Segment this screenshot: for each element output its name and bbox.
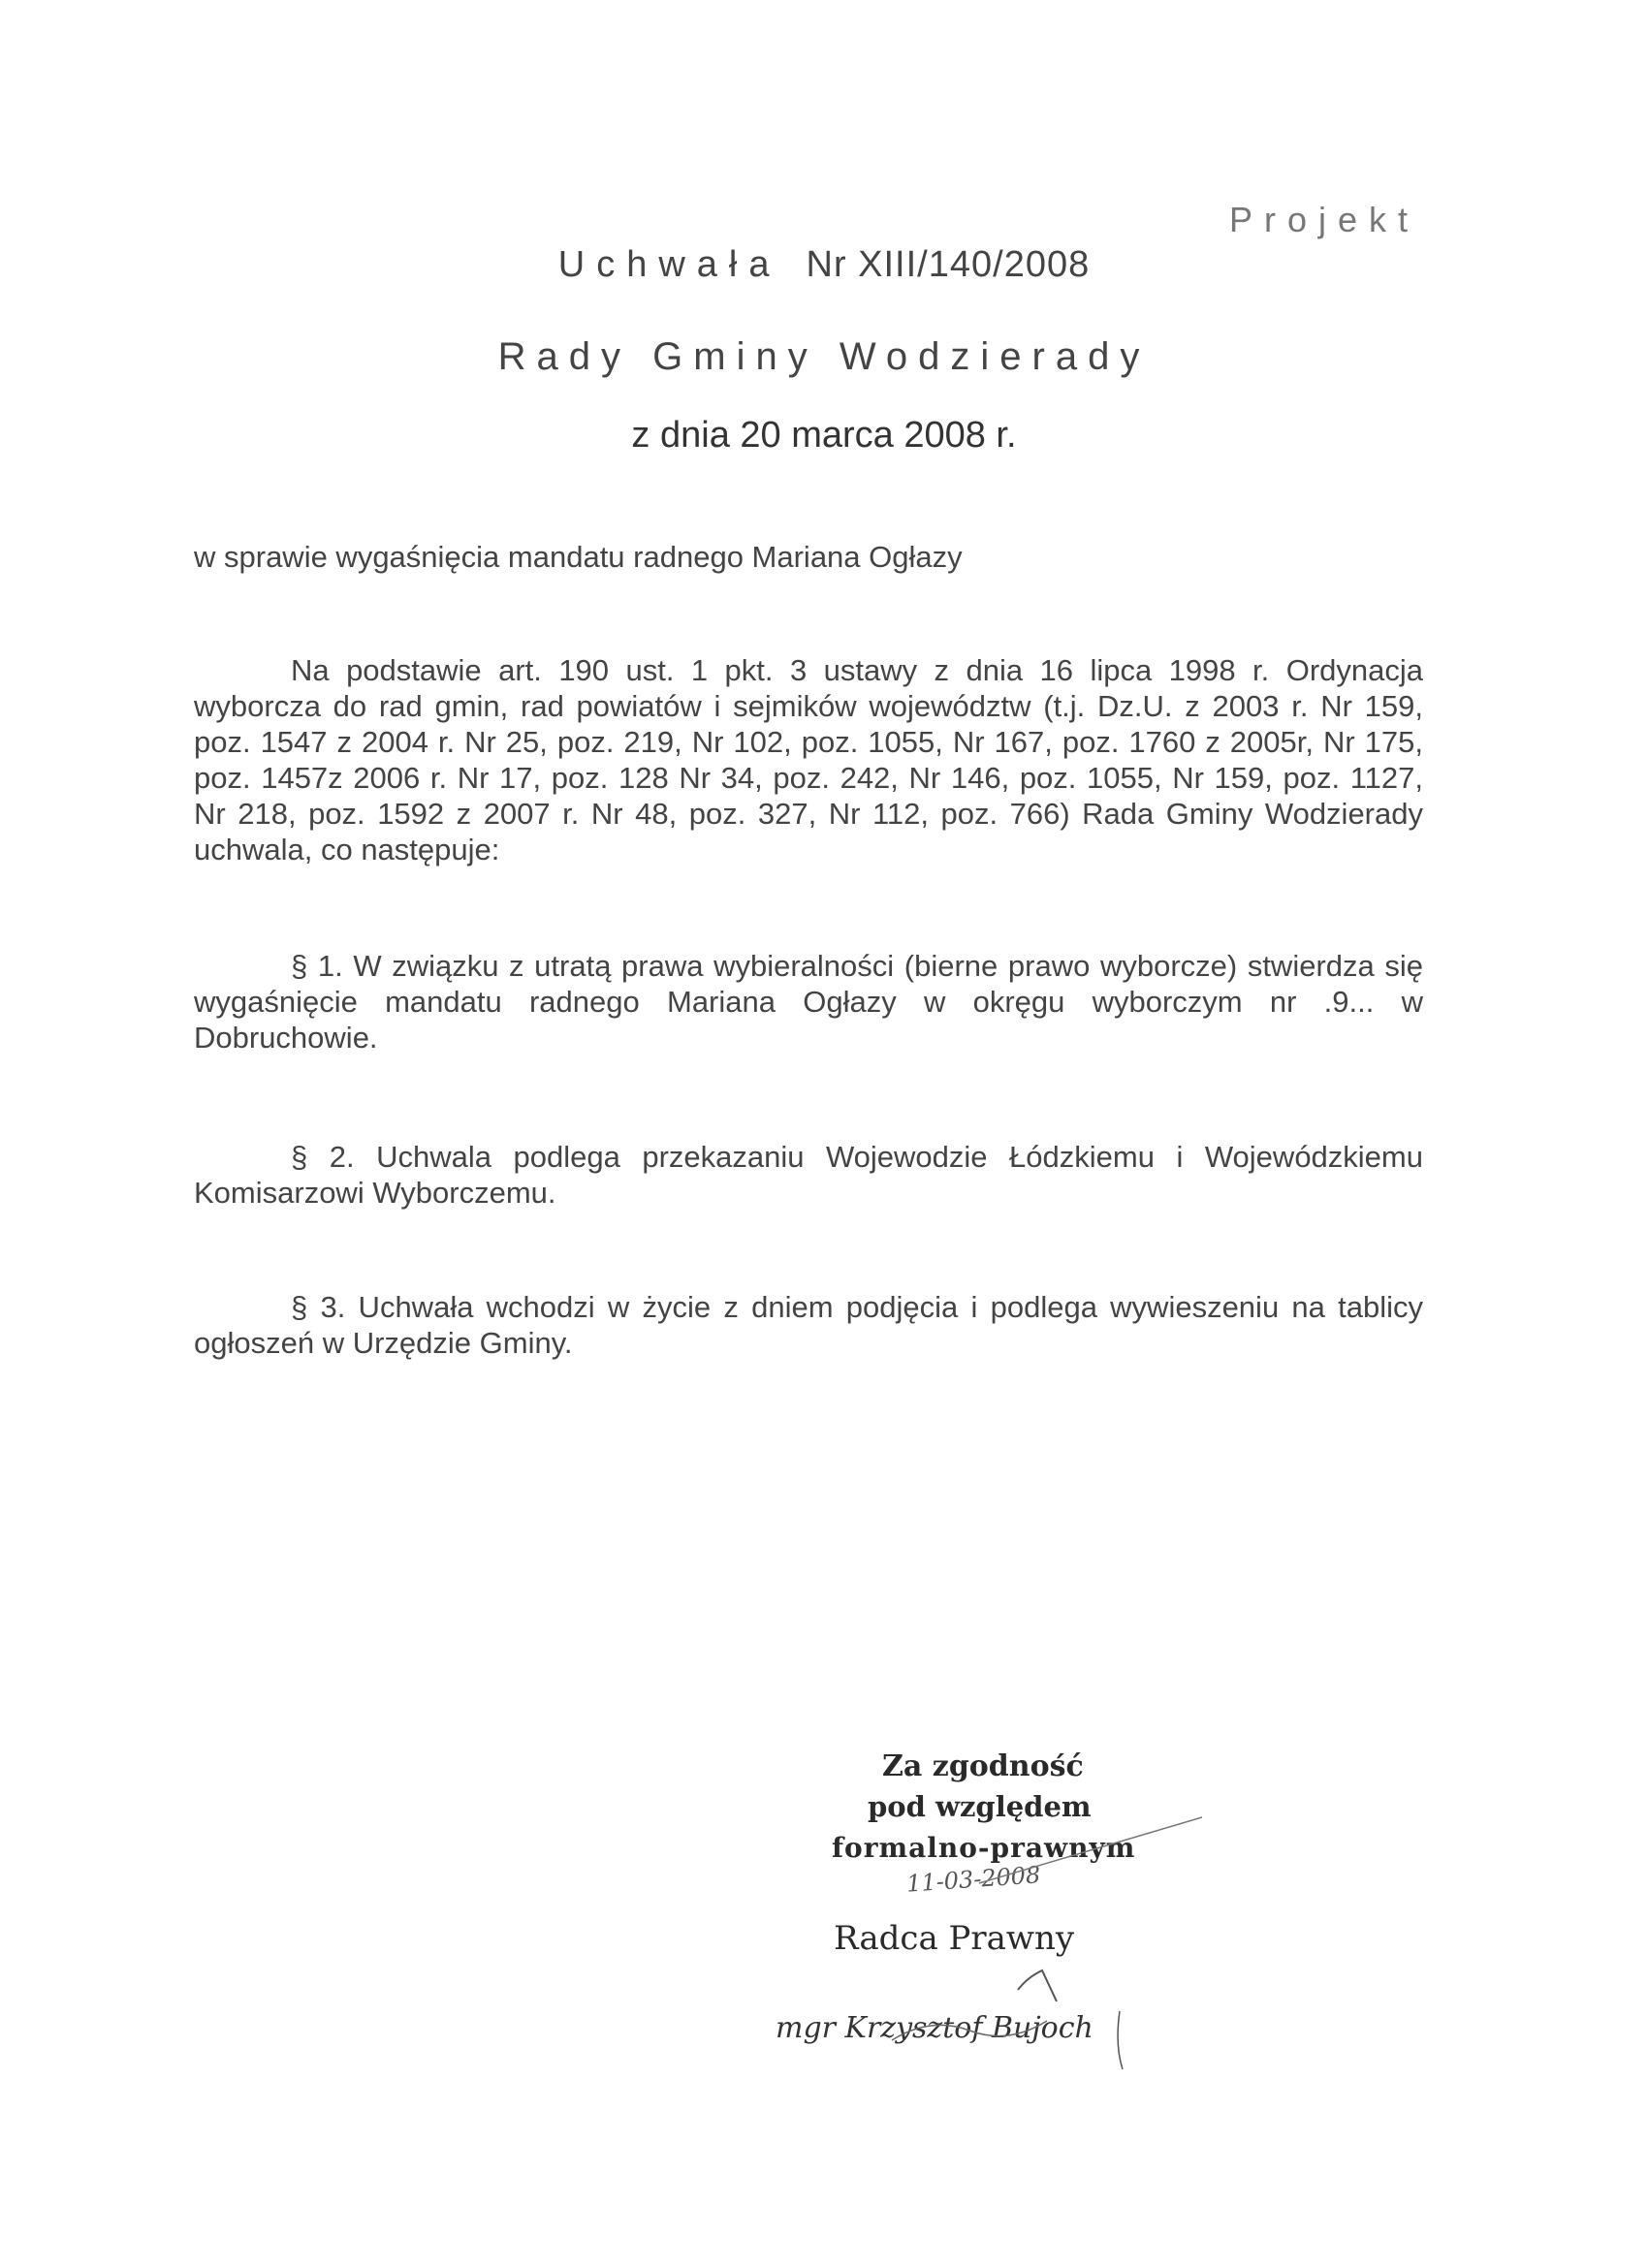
legal-basis-paragraph: Na podstawie art. 190 ust. 1 pkt. 3 ustawy z dnia 16 lipca 1998 r. Ordynacja wyborcza do rad gmin, rad powiatów i sejmików województw (t.j. Dz.U. z 2003 r. Nr 159, poz. 1547 z 2004 r. Nr 25, poz. 219, Nr 102, poz. 1055, Nr 167, poz. 1760 z 2005r, Nr 175, poz. 1457z 2006 r. Nr 17, poz. 128 Nr 34, poz. 242, Nr 146, poz. 1055, Nr 159, poz. 1127, Nr 218, poz. 1592 z 2007 r. Nr 48, poz. 327, Nr 112, poz. 766) Rada Gminy Wodzierady uchwala, co następuje: [194,653,1423,866]
stamp-line-2: pod względem [868,1790,1092,1823]
paragraph-2: § 2. Uchwala podlega przekazaniu Wojewodzie Łódzkiemu i Wojewódzkiemu Komisarzowi Wyborczemu. [194,1140,1423,1210]
paragraph-1: § 1. W związku z utratą prawa wybieralności (bierne prawo wyborcze) stwierdza się wygaśnięcie mandatu radnego Mariana Ogłazy w okręgu wyborczym nr .9... w Dobruchowie. [194,949,1423,1055]
handwritten-date: 11-03-2008 [905,1861,1042,1898]
resolution-number: Nr XIII/140/2008 [806,244,1091,285]
resolution-word: Uchwała [557,244,781,285]
resolution-subject: w sprawie wygaśnięcia mandatu radnego Mariana Ogłazy [194,540,963,574]
council-name: Rady Gminy Wodzierady [497,335,1151,378]
stamp-line-3: formalno-prawnym [832,1832,1136,1864]
resolution-title [0,244,1648,286]
projekt-label: Projekt [1229,200,1420,239]
stamp-line-4: Radca Prawny [834,1919,1075,1958]
stamp-name: mgr Krzysztof Bujoch [776,2011,1093,2045]
stamp-line-1: Za zgodność [882,1749,1084,1783]
signature-strokes [776,1749,1202,2069]
resolution-date: z dnia 20 marca 2008 r. [631,415,1017,456]
paragraph-3: § 3. Uchwała wchodzi w życie z dniem podjęcia i podlega wywieszeniu na tablicy ogłoszeń w Urzędzie Gminy. [194,1290,1423,1360]
